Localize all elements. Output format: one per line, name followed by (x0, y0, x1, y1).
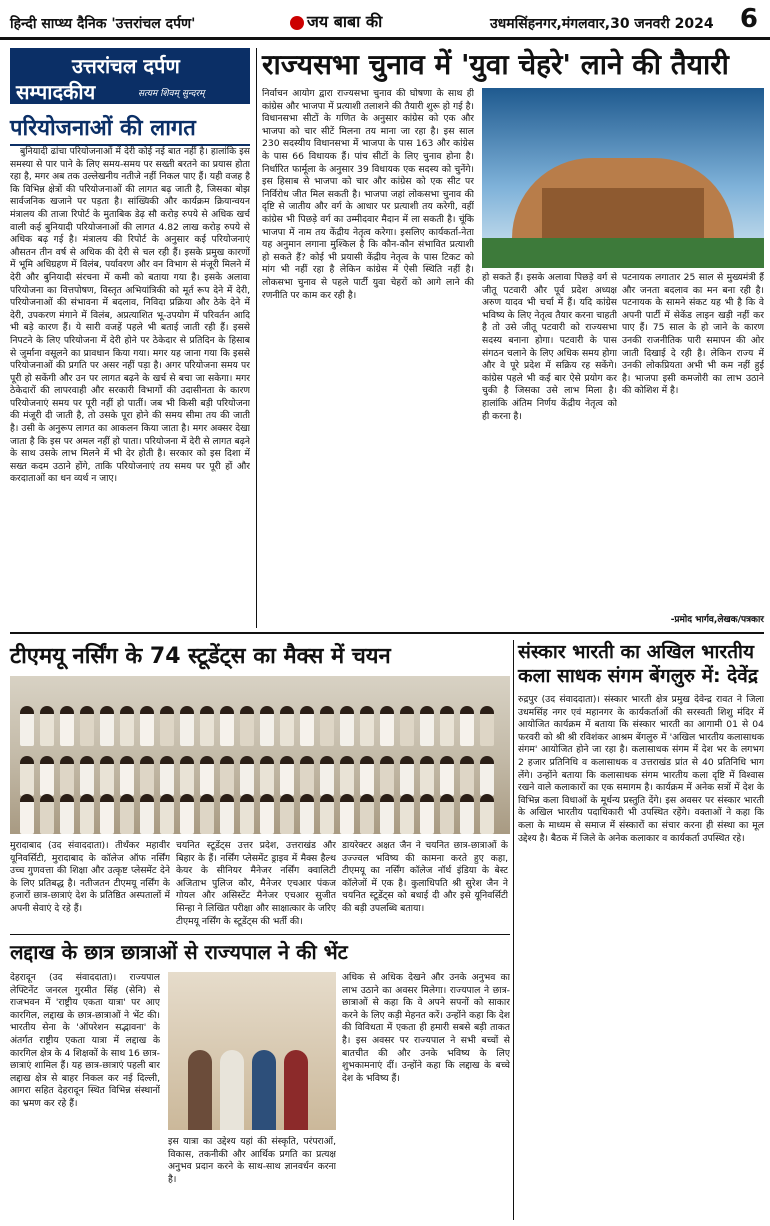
student-figure (60, 706, 74, 746)
student-figure (140, 794, 154, 834)
newspaper-tagline: हिन्दी साप्ध्य दैनिक 'उत्तरांचल दर्पण' (10, 16, 196, 32)
student-figure (180, 706, 194, 746)
editorial-masthead (10, 48, 250, 104)
student-figure (360, 706, 374, 746)
student-figure (240, 756, 254, 796)
student-figure (260, 706, 274, 746)
student-figure (480, 756, 494, 796)
student-figure (320, 756, 334, 796)
rajyasabha-col-3: पटनायक लगातार 25 साल से मुख्यमंत्री हैं और जनता बदलाव का मन बना रही है। पटनायक के सामने संकट यह भी है कि वे अपनी पार्टी में सेकेंड लाइन खड़ी नहीं कर पाए हैं। 75 साल के हो जाने के कारण उनकी राजनीतिक पारी समापन की ओर जाती दिखाई दे रही है। लेकिन राज्य में उनकी लोकप्रियता अभी भी कम नहीं हुई है। भाजपा इसी कमजोरी का लाभ उठाने की कोशिश में है। (622, 272, 764, 397)
lawn-shape (482, 238, 764, 268)
student-figure (440, 756, 454, 796)
photo-front-row (20, 794, 500, 834)
governor-meeting-photo (168, 972, 336, 1130)
student-figure (140, 756, 154, 796)
student-figure (80, 706, 94, 746)
column-divider (256, 48, 257, 628)
student-figure (320, 794, 334, 834)
sanskar-headline: संस्कार भारती का अखिल भारतीय कला साधक संगम बेंगलुरु में: देवेंद्र (518, 641, 758, 687)
student-figure (320, 706, 334, 746)
ladakh-col-3: अधिक से अधिक देखने और उनके अनुभव का लाभ उठाने का अवसर मिलेगा। राज्यपाल ने छात्र-छात्राओं से कहा कि वे अपने सपनों को साकार करने के लिए कड़ी मेहनत करें। उन्होंने कहा कि देश की विविधता में एकता ही हमारी सबसे बड़ी ताकत है। इस अवसर पर राज्यपाल ने सभी बच्चों से बातचीत की और उनके भविष्य के लिए शुभकामनाएं दीं। उन्होंने कहा कि लद्दाख के बच्चे देश के भविष्य हैं। (342, 972, 510, 1084)
student-figure (220, 756, 234, 796)
student-figure (260, 794, 274, 834)
student-figure (260, 756, 274, 796)
student-figure (220, 794, 234, 834)
parliament-photo (482, 88, 764, 268)
parliament-base-shape (542, 188, 704, 238)
student-figure (40, 756, 54, 796)
rajyasabha-headline: राज्यसभा चुनाव में 'युवा चेहरे' लाने की तैयारी (262, 48, 729, 81)
student-figure (400, 706, 414, 746)
page-number: 6 (739, 4, 758, 34)
student-figure (460, 794, 474, 834)
ladakh-headline: लद्दाख के छात्र छात्राओं से राज्यपाल ने की भेंट (10, 940, 348, 964)
nursing-group-photo (10, 676, 510, 834)
student-figure (60, 756, 74, 796)
section-divider (10, 934, 510, 935)
nursing-headline: टीएमयू नर्सिंग के 74 स्टूडेंट्स का मैक्स में चयन (10, 644, 391, 669)
student-figure (40, 794, 54, 834)
student-figure (460, 756, 474, 796)
person-figure (284, 1050, 308, 1130)
masthead-motto: सत्यम शिवम् सुन्दरम् (138, 89, 205, 99)
student-figure (460, 706, 474, 746)
student-figure (200, 756, 214, 796)
editorial-title: परियोजनाओं की लागत (10, 112, 250, 146)
nursing-col-2: चयनित स्टूडेंट्स उत्तर प्रदेश, उत्तराखंड और बिहार के हैं। नर्सिंग प्लेसमेंट ड्राइव में मैक्स हैल्थ केयर के सीनियर मैनेजर नर्सिंग क्वालिटी अजिताभ पुलिज कौर, मैनेजर एचआर पंकज गोयल और असिस्टेंट मैनेजर एचआर सुजीत सिन्हा ने लिखित परीक्षा और साक्षात्कार के जरिए टीएमयू नर्सिंग के स्टूडेंट्स की भर्ती की। (176, 840, 336, 927)
student-figure (360, 756, 374, 796)
nursing-col-3: डायरेक्टर अक्षत जैन ने चयनित छात्र-छात्राओं के उज्ज्वल भविष्य की कामना करते हुए कहा, टीएमयू का नर्सिंग कॉलेज नॉर्थ इंडिया के बेस्ट कॉलेजों में एक है। कुलाधिपति श्री सुरेश जैन ने चयनित स्टूडेंट्स को बधाई दी और इसे यूनिवर्सिटी की बड़ी उपलब्धि बताया। (342, 840, 508, 914)
student-figure (400, 794, 414, 834)
editorial-body (10, 146, 250, 626)
ladakh-col-1: देहरादून (उद संवाददाता)। राज्यपाल लेफ्टिनेंट जनरल गुरमीत सिंह (सेनि) से राजभवन में 'राष्ट्रीय एकता यात्रा' पर आए कारगिल, लद्दाख के छात्र-छात्राओं ने भेंट की। भारतीय सेना के 'ऑपरेशन सद्भावना' के अंतर्गत राष्ट्रीय एकता यात्रा में लद्दाख के कारगिल क्षेत्र के 4 शिक्षकों के साथ 16 छात्र-छात्राएं शामिल हैं। यह छात्र-छात्राएं पहली बार लद्दाख क्षेत्र से बाहर निकल कर नई दिल्ली, आगरा सहित देहरादून स्थित विभिन्न संस्थानों का भ्रमण कर रहे हैं। (10, 972, 160, 1109)
student-figure (20, 706, 34, 746)
photo-middle-row (20, 756, 500, 796)
ladakh-col-2: इस यात्रा का उद्देश्य यहां की संस्कृति, परंपराओं, विकास, तकनीकी और आर्थिक प्रगति का प्रत्यक्ष अनुभव प्रदान करने के साथ-साथ ज्ञानवर्धन करना है। (168, 1136, 336, 1185)
student-figure (380, 756, 394, 796)
rajyasabha-col-1: निर्वाचन आयोग द्वारा राज्यसभा चुनाव की घोषणा के साथ ही कांग्रेस और भाजपा में प्रत्याशी तलाशने की तैयारी शुरू हो गई है। विधानसभा सीटों के गणित के अनुसार कांग्रेस को एक और भाजपा को चार सीटें मिलना तय माना जा रहा है। इस साल 230 सदस्यीय विधानसभा में भाजपा के पास 163 और कांग्रेस के पास 66 विधायक हैं। पांच सीटों के लिए चुनाव होना है। निर्धारित फार्मूला के अनुसार 39 विधायक एक सदस्य को चुनेंगे। इस हिसाब से भाजपा को चार और कांग्रेस को एक सीट पर निर्विरोध जीत मिल सकती है। भाजपा जहां लोकसभा चुनाव की दृष्टि से जातीय और वर्ग के आधार पर प्रत्याशी तय करेगी, वहीं कांग्रेस भी पिछड़े वर्ग का उम्मीदवार मैदान में ला सकती है। चूंकि भाजपा में नाम तय केंद्रीय नेतृत्व करेगा। इसलिए कार्यकर्ता-नेता यह अनुमान लगाना मुश्किल है कि कौन-कौन संभावित प्रत्याशी हो सकते हैं? कोई भी प्रयासी केंद्रीय नेतृत्व के पास टिकट को मांग भी नहीं रहा है लेकिन कांग्रेस में ऐसी स्थिति नहीं है। लोकसभा चुनाव से पहले पार्टी युवा चेहरों को आगे लाने की रणनीति पर काम कर रही है। (262, 88, 474, 301)
section-divider (10, 632, 764, 634)
student-figure (140, 706, 154, 746)
student-figure (200, 794, 214, 834)
student-figure (420, 756, 434, 796)
student-figure (300, 706, 314, 746)
student-figure (480, 794, 494, 834)
nursing-col-1: मुरादाबाद (उद संवाददाता)। तीर्थंकर महावीर यूनिवर्सिटी, मुरादाबाद के कॉलेज ऑफ नर्सिंग उच्च गुणवत्ता की शिक्षा और उत्कृष्ट प्लेसमेंट देने के लिए प्रतिबद्ध है। नतीजतन टीएमयू नर्सिंग के हजारों छात्र-छात्राएं देश के प्रतिष्ठित अस्पतालों में अपनी सेवाएं दे रहे हैं। (10, 840, 170, 914)
header-slogan (290, 10, 382, 32)
photo-back-row (20, 706, 500, 746)
student-figure (220, 706, 234, 746)
student-figure (420, 794, 434, 834)
student-figure (380, 794, 394, 834)
student-figure (20, 794, 34, 834)
header-slogan-text: जय बाबा की (307, 12, 383, 31)
student-figure (120, 706, 134, 746)
person-figure (252, 1050, 276, 1130)
student-figure (80, 756, 94, 796)
person-figure (188, 1050, 212, 1130)
student-figure (200, 706, 214, 746)
student-figure (480, 706, 494, 746)
student-figure (340, 756, 354, 796)
masthead-section: सम्पादकीय (16, 80, 96, 104)
student-figure (160, 794, 174, 834)
student-figure (180, 756, 194, 796)
slogan-dot-icon (290, 16, 304, 30)
rajyasabha-byline: -प्रमोद भार्गव,लेखक/पत्रकार (670, 615, 764, 625)
sanskar-body: रुद्रपुर (उद संवाददाता)। संस्कार भारती क्षेत्र प्रमुख देवेन्द्र रावत ने जिला उधमसिंह नगर एवं महानगर के कार्यकर्ताओं की सरस्वती शिशु मंदिर में आयोजित कार्यक्रम में बताया कि संस्कार भारती का आगामी 01 से 04 फरवरी को श्री श्री रविशंकर आश्रम बेंगलुरु में 'अखिल भारतीय कलासाधक संगम' आयोजित होने जा रहा है। कलासाधक संगम में देश भर के लगभग 2 हजार प्रतिनिधि व कलासाधक व उत्तराखंड प्रांत से 40 प्रतिनिधि भाग लेंगे। उन्होंने बताया कि कलासाधक संगम भारतीय कला दृष्टि में विश्वास रखने वाले कलाकारों का एक समागम है। कार्यक्रम में अनेक सत्रों में देश के विभिन्न कला विधाओं के मूर्धन्य प्रस्तुति देंगे। इस अवसर पर संस्कार भारती के अखिल भारतीय पदाधिकारी भी उपस्थित रहेंगे। वक्ताओं ने कहा कि कला के माध्यम से समाज में संस्कारों का संचार करना ही संस्था का मूल उद्देश्य है। बैठक में जिले के अनेक कलाकार व कार्यकर्ता उपस्थित रहे। (518, 694, 764, 844)
student-figure (340, 794, 354, 834)
student-figure (80, 794, 94, 834)
masthead-paper-name: उत्तरांचल दर्पण (72, 54, 180, 78)
student-figure (280, 794, 294, 834)
student-figure (420, 706, 434, 746)
student-figure (280, 756, 294, 796)
student-figure (440, 794, 454, 834)
student-figure (160, 756, 174, 796)
student-figure (360, 794, 374, 834)
person-figure (220, 1050, 244, 1130)
student-figure (300, 756, 314, 796)
student-figure (160, 706, 174, 746)
page-header (0, 0, 770, 40)
student-figure (100, 756, 114, 796)
student-figure (300, 794, 314, 834)
editorial-text: बुनियादी ढांचा परियोजनाओं में देरी कोई नई बात नहीं है। हालांकि इस समस्या से पार पाने के लिए समय-समय पर सख्ती बरतने का प्रयास होता रहा है, मगर अब तक उल्लेखनीय नतीजे नहीं निकल पाए हैं। यही वजह है कि विभिन्न क्षेत्रों की परियोजनाओं की लागत बढ़ जाती है, जिसका बोझ सार्वजनिक खजाने पर पड़ता है। सांख्यिकी और कार्यक्रम क्रियान्वयन मंत्रालय की ताजा रिपोर्ट के मुताबिक डेढ़ सौ करोड़ रुपये से अधिक खर्च वाली कई बुनियादी परियोजनाओं की लागत 4.82 लाख करोड़ रुपये से अधिक बढ़ गई है। मंत्रालय की रिपोर्ट के अनुसार कई परियोजनाएं औसतन तीन वर्ष से अधिक की देरी से चल रही हैं। इसके प्रमुख कारणों में भूमि अधिग्रहण में विलंब, पर्यावरण और वन विभाग से मंजूरी मिलने में देरी और बुनियादी संरचना में कमी को बताया गया है। इसके अलावा परियोजना का वित्तपोषण, विस्तृत अभियांत्रिकी को मूर्त रूप देने में देरी, परियोजनाओं की संभावना में बदलाव, निविदा प्रक्रिया और ठेके देने में देरी, उपकरण मंगाने में विलंब, अप्रत्याशित भू-उपयोग में परिवर्तन आदि भी बड़े कारण हैं। ये सारी वजहें पहले भी बताई जाती रही हैं। इससे निपटने के लिए परियोजना में देरी होने पर ठेकेदार से प्रतिदिन के हिसाब से जुर्माना वसूलने का प्रावधान किया गया। मगर यह जाना गया कि इससे परियोजनाओं की प्रगति पर असर नहीं पड़ा है। अगर परियोजना समय पर पूरी हो सकेंगी और उन पर लागत बढ़ने के खर्च से बचा जा सकेगा। मगर ठेकेदारों की लापरवाही और सरकारी विभागों की उदासीनता के कारण परियोजनाएं समय पर पूरी नहीं हो पातीं। जब भी किसी बड़ी परियोजना की मंजूरी दी जाती है, तो उसके पूरा होने की समय सीमा तय की जाती है। उसी के अनुरूप लागत का आकलन किया जाता है। मगर अक्सर देखा जाता है कि इस पर अमल नहीं हो पाता। परियोजना में देरी से लागत बढ़ने के साथ उसके लाभ मिलने में भी देर होती है। सरकार को इस दिशा में सख्त कदम उठाने होंगे, ताकि परियोजनाएं तय समय पर पूरी हों और करदाताओं का धन व्यर्थ न जाए। (10, 146, 250, 485)
student-figure (400, 756, 414, 796)
header-dateline: उधमसिंहनगर,मंगलवार,30 जनवरी 2024 (490, 16, 714, 32)
student-figure (240, 706, 254, 746)
student-figure (440, 706, 454, 746)
student-figure (120, 794, 134, 834)
student-figure (120, 756, 134, 796)
student-figure (340, 706, 354, 746)
column-divider (513, 640, 514, 1220)
rajyasabha-col-2: हो सकते हैं। इसके अलावा पिछड़े वर्ग से जीतू पटवारी और पूर्व प्रदेश अध्यक्ष अरुण यादव भी चर्चा में हैं। यदि कांग्रेस भविष्य के लिए नेतृत्व तैयार करना चाहती है तो उसे जीतू पटवारी को राज्यसभा सदस्य बनाना होगा। पटवारी के पास संगठन चलाने के लिए अधिक समय होगा और वे पूरे प्रदेश में सक्रिय रह सकेंगे। कांग्रेस पहले भी कई बार ऐसे प्रयोग कर चुकी है जिसका उसे लाभ मिला है। हालांकि अंतिम निर्णय केंद्रीय नेतृत्व को ही करना है। (482, 272, 617, 422)
student-figure (60, 794, 74, 834)
student-figure (20, 756, 34, 796)
student-figure (100, 794, 114, 834)
student-figure (380, 706, 394, 746)
student-figure (40, 706, 54, 746)
student-figure (280, 706, 294, 746)
student-figure (240, 794, 254, 834)
student-figure (100, 706, 114, 746)
student-figure (180, 794, 194, 834)
